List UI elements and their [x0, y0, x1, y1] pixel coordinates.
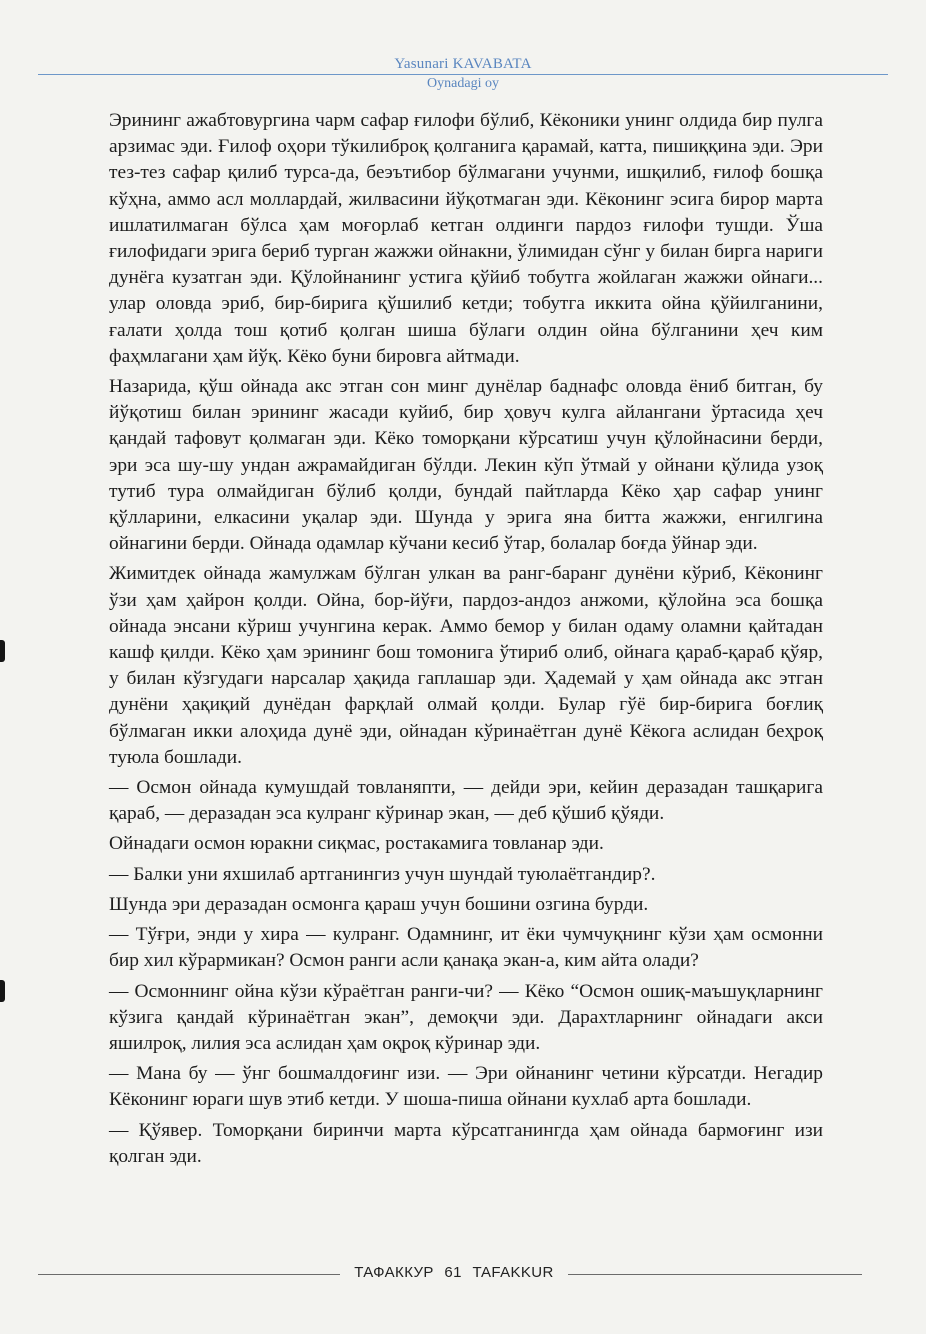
footer-journal-cyrillic: ТАФАККУР — [354, 1264, 434, 1281]
paragraph: Назарида, қўш ойнада акс этган сон минг дунёлар баднафс оловда ёниб битган, бу йўқотиш билан эрининг жасади куйиб, бир ҳовуч кулга айлангани ўртасида ҳеч қандай тафовут қолмаган эди. Кёко томорқани кўрсатиш учун қўлойнасини берди, эри эса шу-шу ундан ажрамайдиган бўлди. Лекин кўп ўтмай у ойнани қўлида узоқ тутиб тура олмайдиган бўлиб қолди, бундай пайтларда Кёко ҳар сафар унинг қўлларини, елкасини уқалар эди. Шунда у эрига яна битта жажжи, енгилгина ойнагини берди. Ойнада одамлар кўчани кесиб ўтар, болалар боғда ўйнар эди. — [109, 376, 823, 555]
footer-journal-latin: TAFAKKUR — [472, 1264, 554, 1281]
paragraph: — Осмоннинг ойна кўзи кўраётган ранги-чи? — Кёко “Осмон ошиқ-маъшуқларнинг кўзига қандай кўринаётган экан”, демоқчи эди. Дарахтларнинг ойнадаги акси яшилроқ, лилия эса аслидан ҳам оқроқ кўринар эди. — [109, 980, 823, 1054]
article-body — [109, 108, 823, 1174]
header-work-title: Oynadagi oy — [427, 76, 499, 91]
paragraph: — Осмон ойнада кумушдай товланяпти, — дейди эри, кейин деразадан ташқарига қараб, — деразадан эса кулранг кўринар экан, — деб қўшиб қўяди. — [109, 777, 823, 825]
running-header — [0, 55, 926, 93]
binding-hole-mark — [0, 980, 5, 1002]
paragraph: — Мана бу — ўнг бошмалдоғинг изи. — Эри ойнанинг четини кўрсатди. Негадир Кёконинг юраги шув этиб кетди. У шоша-пиша ойнани кухлаб арта бошлади. — [109, 1063, 823, 1111]
running-footer — [0, 1262, 926, 1286]
paragraph: Шунда эри деразадан осмонга қараш учун бошини озгина бурди. — [109, 893, 649, 915]
footer-rule-right — [568, 1274, 862, 1275]
paragraph: — Қўявер. Томорқани биринчи марта кўрсатганингда ҳам ойнада бармоғинг изи қолган эди. — [109, 1119, 823, 1167]
paragraph: Эрининг ажабтовургина чарм сафар ғилофи бўлиб, Кёконики унинг олдида бир пулга арзимас эди. Ғилоф оҳори тўкилиброқ қолганига қарамай, катта, пишиққина эди. Эри тез-тез сафар қилиб турса-да, беэътибор бўлмагани учунми, ишқилиб, ғилоф бошқа кўҳна, аммо асл моллардай, жилвасини йўқотмаган эди. Кёконинг эсига бирор марта ишлатилмаган бўлса ҳам моғорлаб кетган олдинги пардоз ғилофи тушди. Ўша ғилофидаги эрига бериб турган жажжи ойнакни, ўлимидан сўнг у билан бирга нариги дунёга кузатган эди. Қўлойнанинг устига қўйиб тобутга жойлаган жажжи ойнаги... улар оловда эриб, бир-бирига қўшилиб кетди; тобутга иккита ойна қўйилганини, ғалати ҳолда тош қотиб қолган шиша бўлаги олдин ойна бўлганини ҳеч ким фаҳмлагани ҳам йўқ. Кёко буни бировга айтмади. — [109, 110, 823, 367]
binding-hole-mark — [0, 640, 5, 662]
paragraph: Жимитдек ойнада жамулжам бўлган улкан ва ранг-баранг дунёни кўриб, Кёконинг ўзи ҳам ҳайрон қолди. Ойна, бор-йўғи, пардоз-андоз анжоми, қўлойна эса бошқа ойнада энсани кўриш учунгина керак. Аммо бемор у билан одаму оламни қайтадан кашф қилди. Кёко ҳам эрининг бош томонига ўтириб олиб, ойнага қараб-қараб қўяр, у билан кўзгудаги нарсалар ҳақида гаплашар эди. Ҳадемай у ҳам ойнада акс этган дунёни ҳақиқий дунёдан фарқлай олмай қолди. Булар гўё бир-бирига боғлиқ бўлмаган икки алоҳида дунё эди, ойнадан кўринаётган дунё Кёкога аслидан беҳроқ туюла бошлади. — [109, 563, 823, 768]
paragraph: — Балки уни яхшилаб артганингиз учун шундай туюлаётгандир?. — [109, 863, 656, 885]
footer-rule-left — [38, 1274, 340, 1275]
paragraph: Ойнадаги осмон юракни сиқмас, ростакамига товланар эди. — [109, 833, 604, 855]
header-author: Yasunari KAVABATA — [394, 56, 532, 72]
page-number: 61 — [444, 1264, 462, 1281]
header-rule — [38, 74, 888, 75]
footer-label — [340, 1264, 568, 1281]
paragraph: — Тўғри, энди у хира — кулранг. Одамнинг, ит ёки чумчуқнинг кўзи ҳам осмонни бир хил кўрармикан? Осмон ранги асли қанақа экан-а, ким айта олади? — [109, 924, 823, 972]
